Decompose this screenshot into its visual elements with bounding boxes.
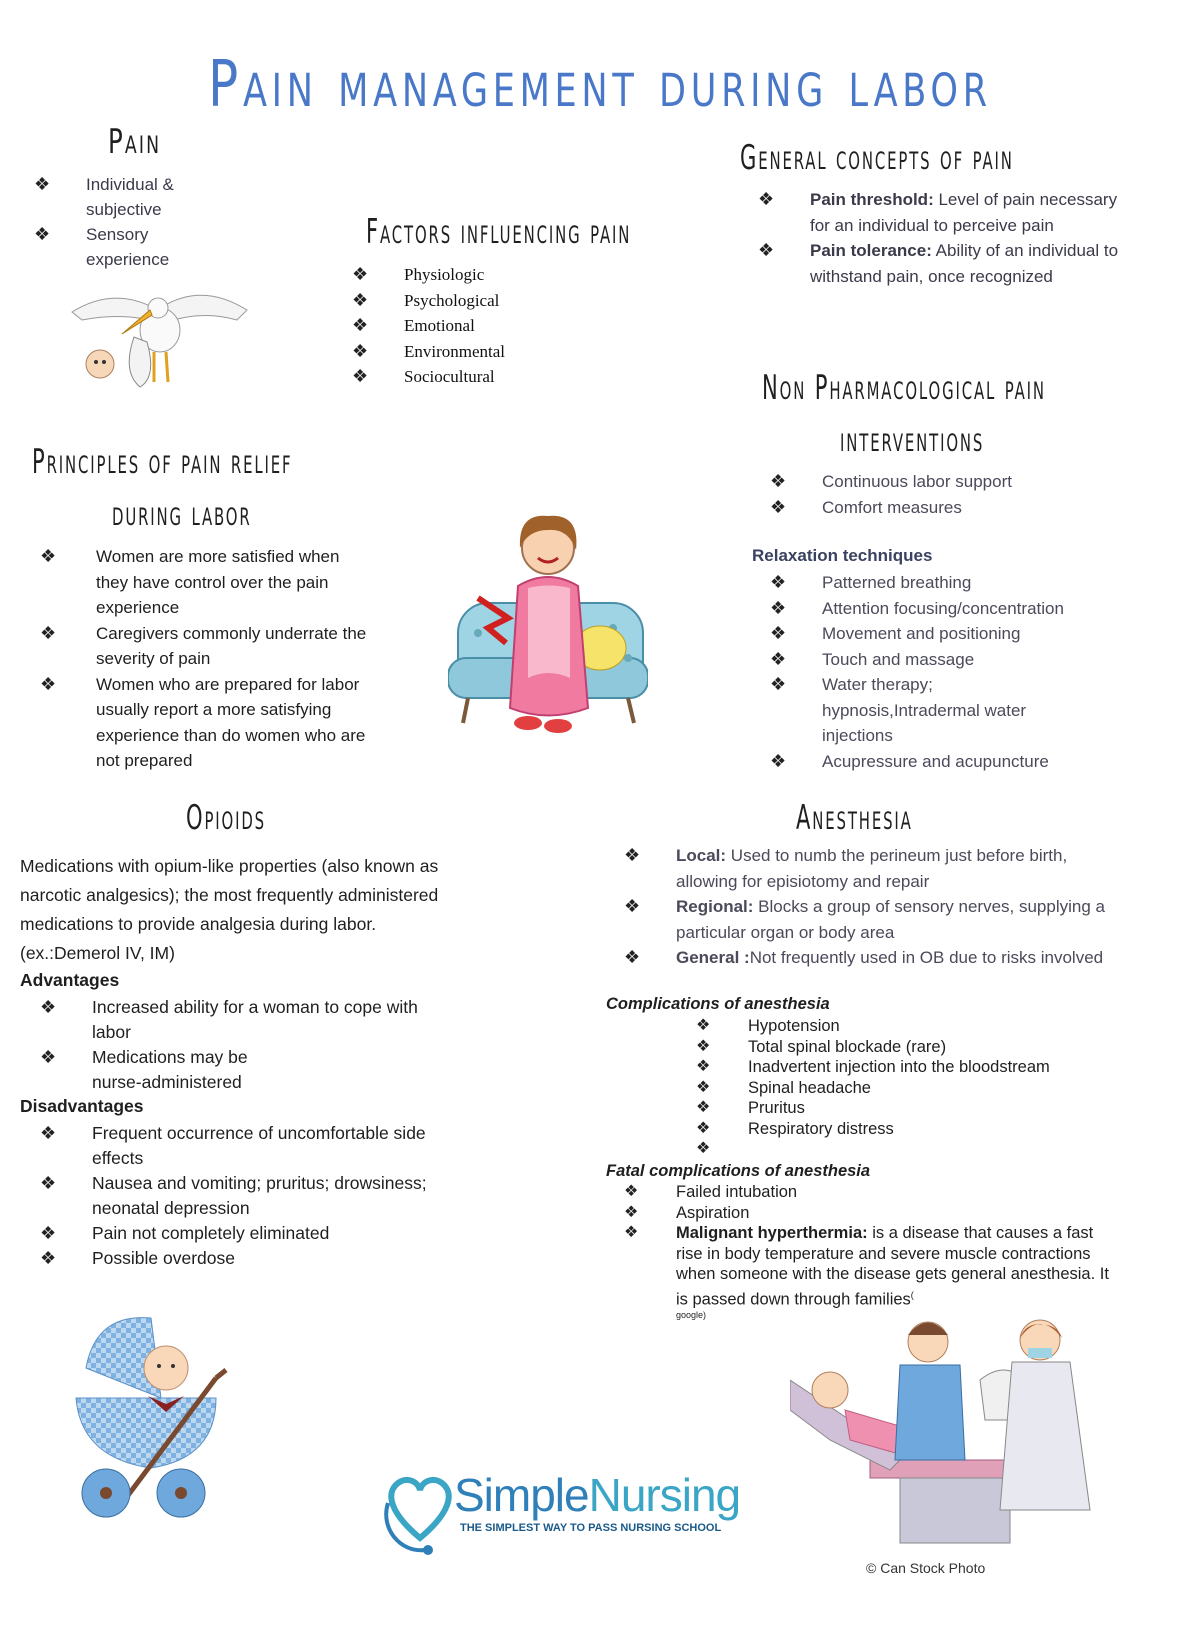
nonpharm-heading-line1: Non Pharmacological pain xyxy=(762,368,1046,408)
list-item: ❖ Spinal headache xyxy=(696,1078,871,1097)
list-item xyxy=(696,1139,1116,1160)
bullet-icon: ❖ xyxy=(770,597,787,618)
bullet-icon: ❖ xyxy=(624,947,641,967)
logo-nursing: Nursing xyxy=(588,1469,741,1521)
list-item: ❖ Environmental xyxy=(352,339,505,365)
list-item: ❖ Increased ability for a woman to cope with labor xyxy=(40,997,418,1042)
bullet-icon: ❖ xyxy=(352,264,369,284)
photo-credit: © Can Stock Photo xyxy=(866,1560,986,1576)
list-item: ❖ Malignant hyperthermia: is a disease that causes a fast rise in body temperature and severe muscle contractions when someone with the disease gets general anesthesia. It is passed down through families( xyxy=(624,1224,1109,1308)
list-item: ❖ Pain threshold: Level of pain necessary for an individual to perceive pain xyxy=(758,189,1118,235)
factors-list xyxy=(352,262,505,390)
general-list xyxy=(758,187,1128,289)
list-item: ❖ Possible overdose xyxy=(40,1246,440,1271)
bullet-icon: ❖ xyxy=(34,224,51,244)
logo-tagline: THE SIMPLEST WAY TO PASS NURSING SCHOOL xyxy=(460,1522,722,1534)
principles-heading-line2: during labor xyxy=(112,494,252,534)
bullet-icon: ❖ xyxy=(40,1123,57,1143)
nonpharm-list xyxy=(770,469,1130,520)
bullet-icon: ❖ xyxy=(34,174,51,194)
bullet-icon: ❖ xyxy=(40,1223,57,1243)
bullet-icon: ❖ xyxy=(352,289,369,310)
list-item: ❖ Inadvertent injection into the bloodstream xyxy=(696,1058,1050,1076)
logo-simple: Simple xyxy=(454,1469,589,1521)
bullet-icon: ❖ xyxy=(40,546,57,566)
list-item: ❖ Women are more satisfied when they have control over the pain experience xyxy=(40,546,340,617)
list-item: ❖ Comfort measures xyxy=(770,495,1130,521)
bullet-icon: ❖ xyxy=(40,622,57,643)
footnote: google) xyxy=(676,1309,707,1320)
opioids-heading: Opioids xyxy=(186,798,266,838)
bullet-icon: ❖ xyxy=(40,1248,57,1268)
stork-illustration xyxy=(62,282,252,402)
list-item: ❖ Touch and massage xyxy=(770,647,1080,673)
bullet-icon: ❖ xyxy=(40,1173,57,1193)
list-item: ❖ Failed intubation xyxy=(624,1183,798,1201)
bullet-icon: ❖ xyxy=(624,896,641,916)
bullet-icon: ❖ xyxy=(696,1099,711,1116)
opioids-intro: Medications with opium-like properties (also known as narcotic analgesics); the most frequently administered medications to provide analgesia during labor. (ex.:Demerol IV, IM) xyxy=(20,856,439,963)
list-item: ❖ Medications may be nurse-administered xyxy=(40,1047,248,1092)
list-item: ❖ Total spinal blockade (rare) xyxy=(696,1037,947,1056)
list-item: ❖ Local: Used to numb the perineum just before birth, allowing for episiotomy and repair xyxy=(624,845,1068,891)
bullet-icon: ❖ xyxy=(624,1183,639,1200)
list-item: ❖ Nausea and vomiting; pruritus; drowsiness; neonatal depression xyxy=(40,1173,427,1218)
bullet-icon: ❖ xyxy=(624,845,641,865)
list-item: ❖ Attention focusing/concentration xyxy=(770,596,1080,622)
list-item: ❖ Continuous labor support xyxy=(770,469,1130,495)
list-item: ❖ Respiratory distress xyxy=(696,1119,894,1138)
advantages-heading: Advantages xyxy=(20,970,120,990)
list-item: ❖ Pain tolerance: Ability of an individual to withstand pain, once recognized xyxy=(758,240,1119,286)
list-item: ❖ Frequent occurrence of uncomfortable side effects xyxy=(40,1123,426,1168)
nonpharm-heading-line2: interventions xyxy=(840,420,985,460)
list-item: ❖ Psychological xyxy=(352,288,505,314)
complications-heading: Complications of anesthesia xyxy=(606,995,830,1013)
list-item: ❖ Water therapy; hypnosis,Intradermal water injections xyxy=(770,674,1027,745)
simplenursing-logo xyxy=(380,1458,760,1568)
bullet-icon: ❖ xyxy=(770,496,787,517)
list-item: ❖ Individual & subjective xyxy=(34,174,174,219)
bullet-icon: ❖ xyxy=(352,315,369,335)
list-item: ❖ Emotional xyxy=(352,313,505,339)
anesthesia-types-list xyxy=(624,843,1124,971)
anesthesia-heading: Anesthesia xyxy=(796,798,913,838)
list-item: ❖ Acupressure and acupuncture xyxy=(770,749,1080,775)
list-item: ❖ Sociocultural xyxy=(352,364,505,390)
advantages-list xyxy=(40,995,440,1095)
list-item: ❖ Pruritus xyxy=(696,1099,805,1117)
principles-list xyxy=(40,544,372,774)
bullet-icon: ❖ xyxy=(696,1058,711,1075)
bullet-icon: ❖ xyxy=(696,1017,711,1034)
bullet-icon: ❖ xyxy=(770,648,787,669)
list-item: ❖ Caregivers commonly underrate the severity of pain xyxy=(40,622,367,668)
bullet-icon: ❖ xyxy=(758,240,775,260)
bullet-icon: ❖ xyxy=(770,674,787,694)
bullet-icon: ❖ xyxy=(624,1224,639,1241)
bullet-icon: ❖ xyxy=(696,1037,711,1055)
pain-heading: Pain xyxy=(108,122,162,162)
complications-list xyxy=(696,1016,1116,1160)
relaxation-heading: Relaxation techniques xyxy=(752,546,933,565)
bullet-icon: ❖ xyxy=(352,340,369,361)
bullet-icon: ❖ xyxy=(770,750,787,771)
disadvantages-heading: Disadvantages xyxy=(20,1096,144,1116)
disadvantages-list xyxy=(40,1121,440,1271)
bullet-icon: ❖ xyxy=(770,623,787,643)
bullet-icon: ❖ xyxy=(40,997,57,1017)
general-heading: General concepts of pain xyxy=(740,138,1014,178)
bullet-icon: ❖ xyxy=(770,471,787,491)
list-item: ❖ Regional: Blocks a group of sensory nerves, supplying a particular organ or body area xyxy=(624,896,1105,942)
stethoscope-heart-icon xyxy=(380,1458,460,1558)
bullet-icon: ❖ xyxy=(770,572,787,592)
list-item: ❖ Aspiration xyxy=(624,1203,750,1222)
list-item: ❖ General :Not frequently used in OB due to risks involved xyxy=(624,945,1124,971)
page-title: Pain management during labor xyxy=(208,48,992,122)
list-item: ❖ Hypotension xyxy=(696,1017,840,1035)
bullet-icon: ❖ xyxy=(40,1047,57,1067)
list-item: ❖ Sensory experience xyxy=(34,224,170,269)
list-item: ❖ Women who are prepared for labor usually report a more satisfying experience than do women who are not prepared xyxy=(40,673,366,770)
bullet-icon: ❖ xyxy=(758,189,775,209)
bullet-icon: ❖ xyxy=(696,1078,711,1096)
fatal-complications-heading: Fatal complications of anesthesia xyxy=(606,1162,871,1180)
baby-carriage-illustration xyxy=(66,1308,236,1528)
list-item: ❖ Patterned breathing xyxy=(770,570,1080,596)
factors-heading: Factors influencing pain xyxy=(366,212,632,252)
list-item: ❖ Physiologic xyxy=(352,262,505,288)
bullet-icon: ❖ xyxy=(624,1203,639,1221)
bullet-icon: ❖ xyxy=(352,366,369,386)
list-item: ❖ Pain not completely eliminated xyxy=(40,1221,440,1246)
bullet-icon: ❖ xyxy=(696,1140,711,1157)
bullet-icon: ❖ xyxy=(696,1119,711,1137)
principles-heading-line1: Principles of pain relief xyxy=(32,442,293,482)
bullet-icon: ❖ xyxy=(40,673,57,694)
hospital-birth-illustration xyxy=(790,1310,1130,1550)
list-item: ❖ Movement and positioning xyxy=(770,621,1080,647)
woman-in-labor-illustration xyxy=(448,508,648,770)
relaxation-list xyxy=(770,570,1080,774)
fatal-complications-list xyxy=(624,1182,1116,1320)
pain-list xyxy=(34,172,234,272)
